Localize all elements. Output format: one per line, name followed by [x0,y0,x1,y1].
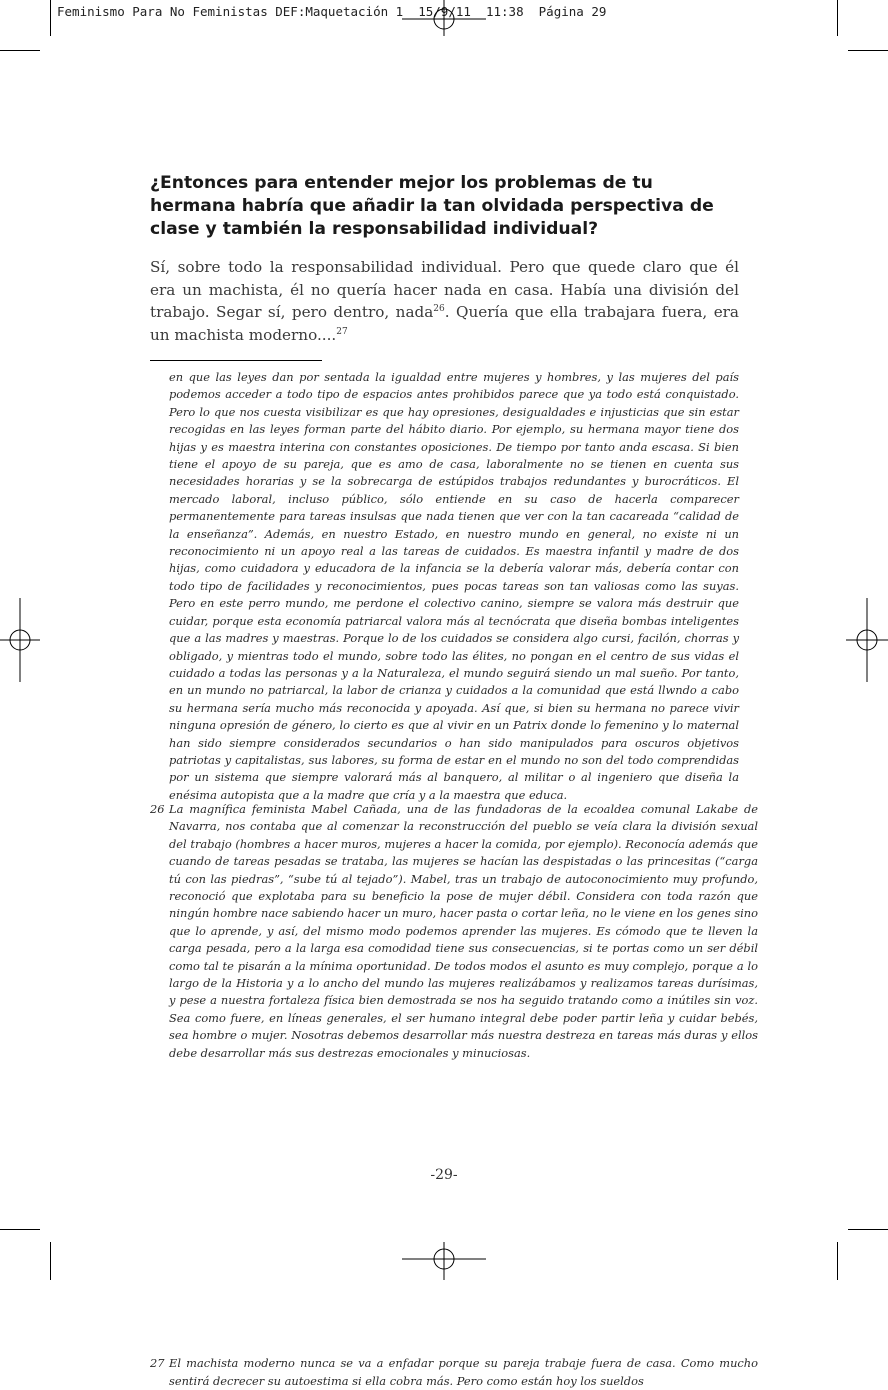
footnote-number: 27 [150,1356,165,1371]
footnote-continuation: en que las leyes dan por sentada la igualdad entre mujeres y hombres, y las mujeres del país podemos acceder a todo tipo de espacios antes prohibidos parece que ya todo está conquistado. Pero lo que nos cuesta visibilizar es que hay opresiones, desigualdades e injusticias que sin estar recogidas en las leyes forman parte del hábito diario. Por ejemplo, su hermana mayor tiene dos hijas y es maestra interina con constantes oposiciones. De tiempo por tanto anda escasa. Si bien tiene el apoyo de su pareja, que es amo de casa, laboralmente no se tienen en cuenta sus necesidades horarias y se la sobrecarga de estúpidos trabajos redundantes y burocráticos. El mercado laboral, incluso público, sólo entiende en su caso de hacerla comparecer permanentemente para tareas insulsas que nada tienen que ver con la tan cacareada “calidad de la enseñanza”. Además, en nuestro Estado, en nuestro mundo en general, no existe ni un reconocimiento ni un apoyo real a las tareas de cuidados. Es maestra infantil y madre de dos hijas, como cuidadora y educadora de la infancia se la debería valorar más, debería contar con todo tipo de facilidades y reconocimientos, pues pocas tareas son tan valiosas como las suyas. Pero en este perro mundo, me perdone el colectivo canino, siempre se valora más destruir que cuidar, porque esta economía patriarcal valora más al tecnócrata que diseña bombas inteligentes que a las madres y maestras. Porque lo de los cuidados se considera algo cursi, facilón, chorras y obligado, y mientras todo el mundo, sobre todo las élites, no pongan en el centro de sus vidas el cuidado a todas las personas y a la Naturaleza, el mundo seguirá siendo un mal sueño. Por tanto, en un mundo no patriarcal, la labor de crianza y cuidados a la comunidad que está llwndo a cabo su hermana sería mucho más reconocida y apoyada. Así que, si bien su hermana no parece vivir ninguna opresión de género, lo cierto es que al vivir en un Patrix donde lo femenino y lo maternal han sido siempre considerados secundarios o han sido manipulados para oscuros objetivos patriotas y capitalistas, sus labores, su forma de estar en el mundo no son del todo comprendidas por un sistema que siempre valorará más al banquero, al militar o al ingeniero que diseña la enésima autopista que a la madre que cría y a la maestra que educa. [169,370,739,802]
interview-answer [150,256,739,346]
footnote-ref-26: 26 [433,303,445,314]
crop-mark-bottom-left-horizontal [0,1229,40,1230]
interview-question: ¿Entonces para entender mejor los problemas de tu hermana habría que añadir la tan olvidada perspectiva de clase y también la responsabilidad individual? [150,173,714,239]
crop-mark-bottom-left-vertical [50,1242,51,1280]
registration-mark-bottom-icon [402,1242,486,1280]
registration-mark-top-icon [402,0,486,36]
footnote-text: La magnífica feminista Mabel Cañada, una de las fundadoras de la ecoaldea comunal Lakabe de Navarra, nos contaba que al comenzar la reconstrucción del pueblo se veía clara la división sexual del trabajo (hombres a hacer muros, mujeres a hacer la comida, por ejemplo). Reconocía además que cuando de tareas pesadas se trataba, las mujeres se hacían las despistadas o las princesitas (“carga tú con las piedras”, “sube tú al tejado”). Mabel, tras un trabajo de autoconocimiento muy profundo, reconoció que explotaba para su beneficio la pose de mujer débil. Considera con toda razón que ningún hombre nace sabiendo hacer un muro, hacer pasta o cortar leña, no le viene en los genes sino que lo aprende, y así, del mismo modo podemos aprender las mujeres. Es cómodo que te lleven la carga pesada, pero a la larga esa comodidad tiene sus consecuencias, si te portas como un ser débil como tal te pisarán a la mínima oportunidad. De todos modos el asunto es muy complejo, porque a lo largo de la Historia y a lo ancho del mundo las mujeres realizábamos y realizamos tareas durísimas, y pese a nuestra fortaleza física bien demostrada se nos ha seguido tratando como a inútiles sin voz. Sea como fuere, en líneas generales, el ser humano integral debe poder partir leña y cuidar bebés, sea hombre o mujer. Nosotras debemos desarrollar más nuestra destreza en tareas más duras y ellos debe desarrollar más sus destrezas emocionales y minuciosas. [169,802,758,1060]
answer-text-part-1: Sí, sobre todo la responsabilidad individual. Pero que quede claro que él era un machista, él no quería hacer nada en casa. Había una división del trabajo. Segar sí, pero dentro, nada [150,258,739,321]
footnote-26 [150,801,758,1062]
crop-mark-bottom-right-vertical [837,1242,838,1280]
page-number: -29- [430,1167,458,1183]
footnote-number: 26 [150,802,165,816]
answer-text-part-2: . Quería que ella trabajara fuera, era un machista moderno.... [150,303,739,344]
crop-mark-top-left-vertical [50,0,51,36]
registration-mark-left-icon [0,598,40,682]
registration-mark-right-icon [846,598,888,682]
crop-mark-top-right-vertical [837,0,838,36]
slug-line: Feminismo Para No Feministas DEF:Maquetación 1 15/9/11 11:38 Página 29 [57,4,607,19]
crop-mark-top-left-horizontal [0,50,40,51]
footnote-27 [150,1355,758,1390]
footnote-ref-27: 27 [336,326,348,337]
footnote-text: El machista moderno nunca se va a enfadar porque su pareja trabaje fuera de casa. Como mucho sentirá decrecer su autoestima si ella cobra más. Pero como están hoy los sueldos [169,1356,758,1388]
footnote-separator [150,360,322,361]
crop-mark-top-right-horizontal [848,50,888,51]
crop-mark-bottom-right-horizontal [848,1229,888,1230]
